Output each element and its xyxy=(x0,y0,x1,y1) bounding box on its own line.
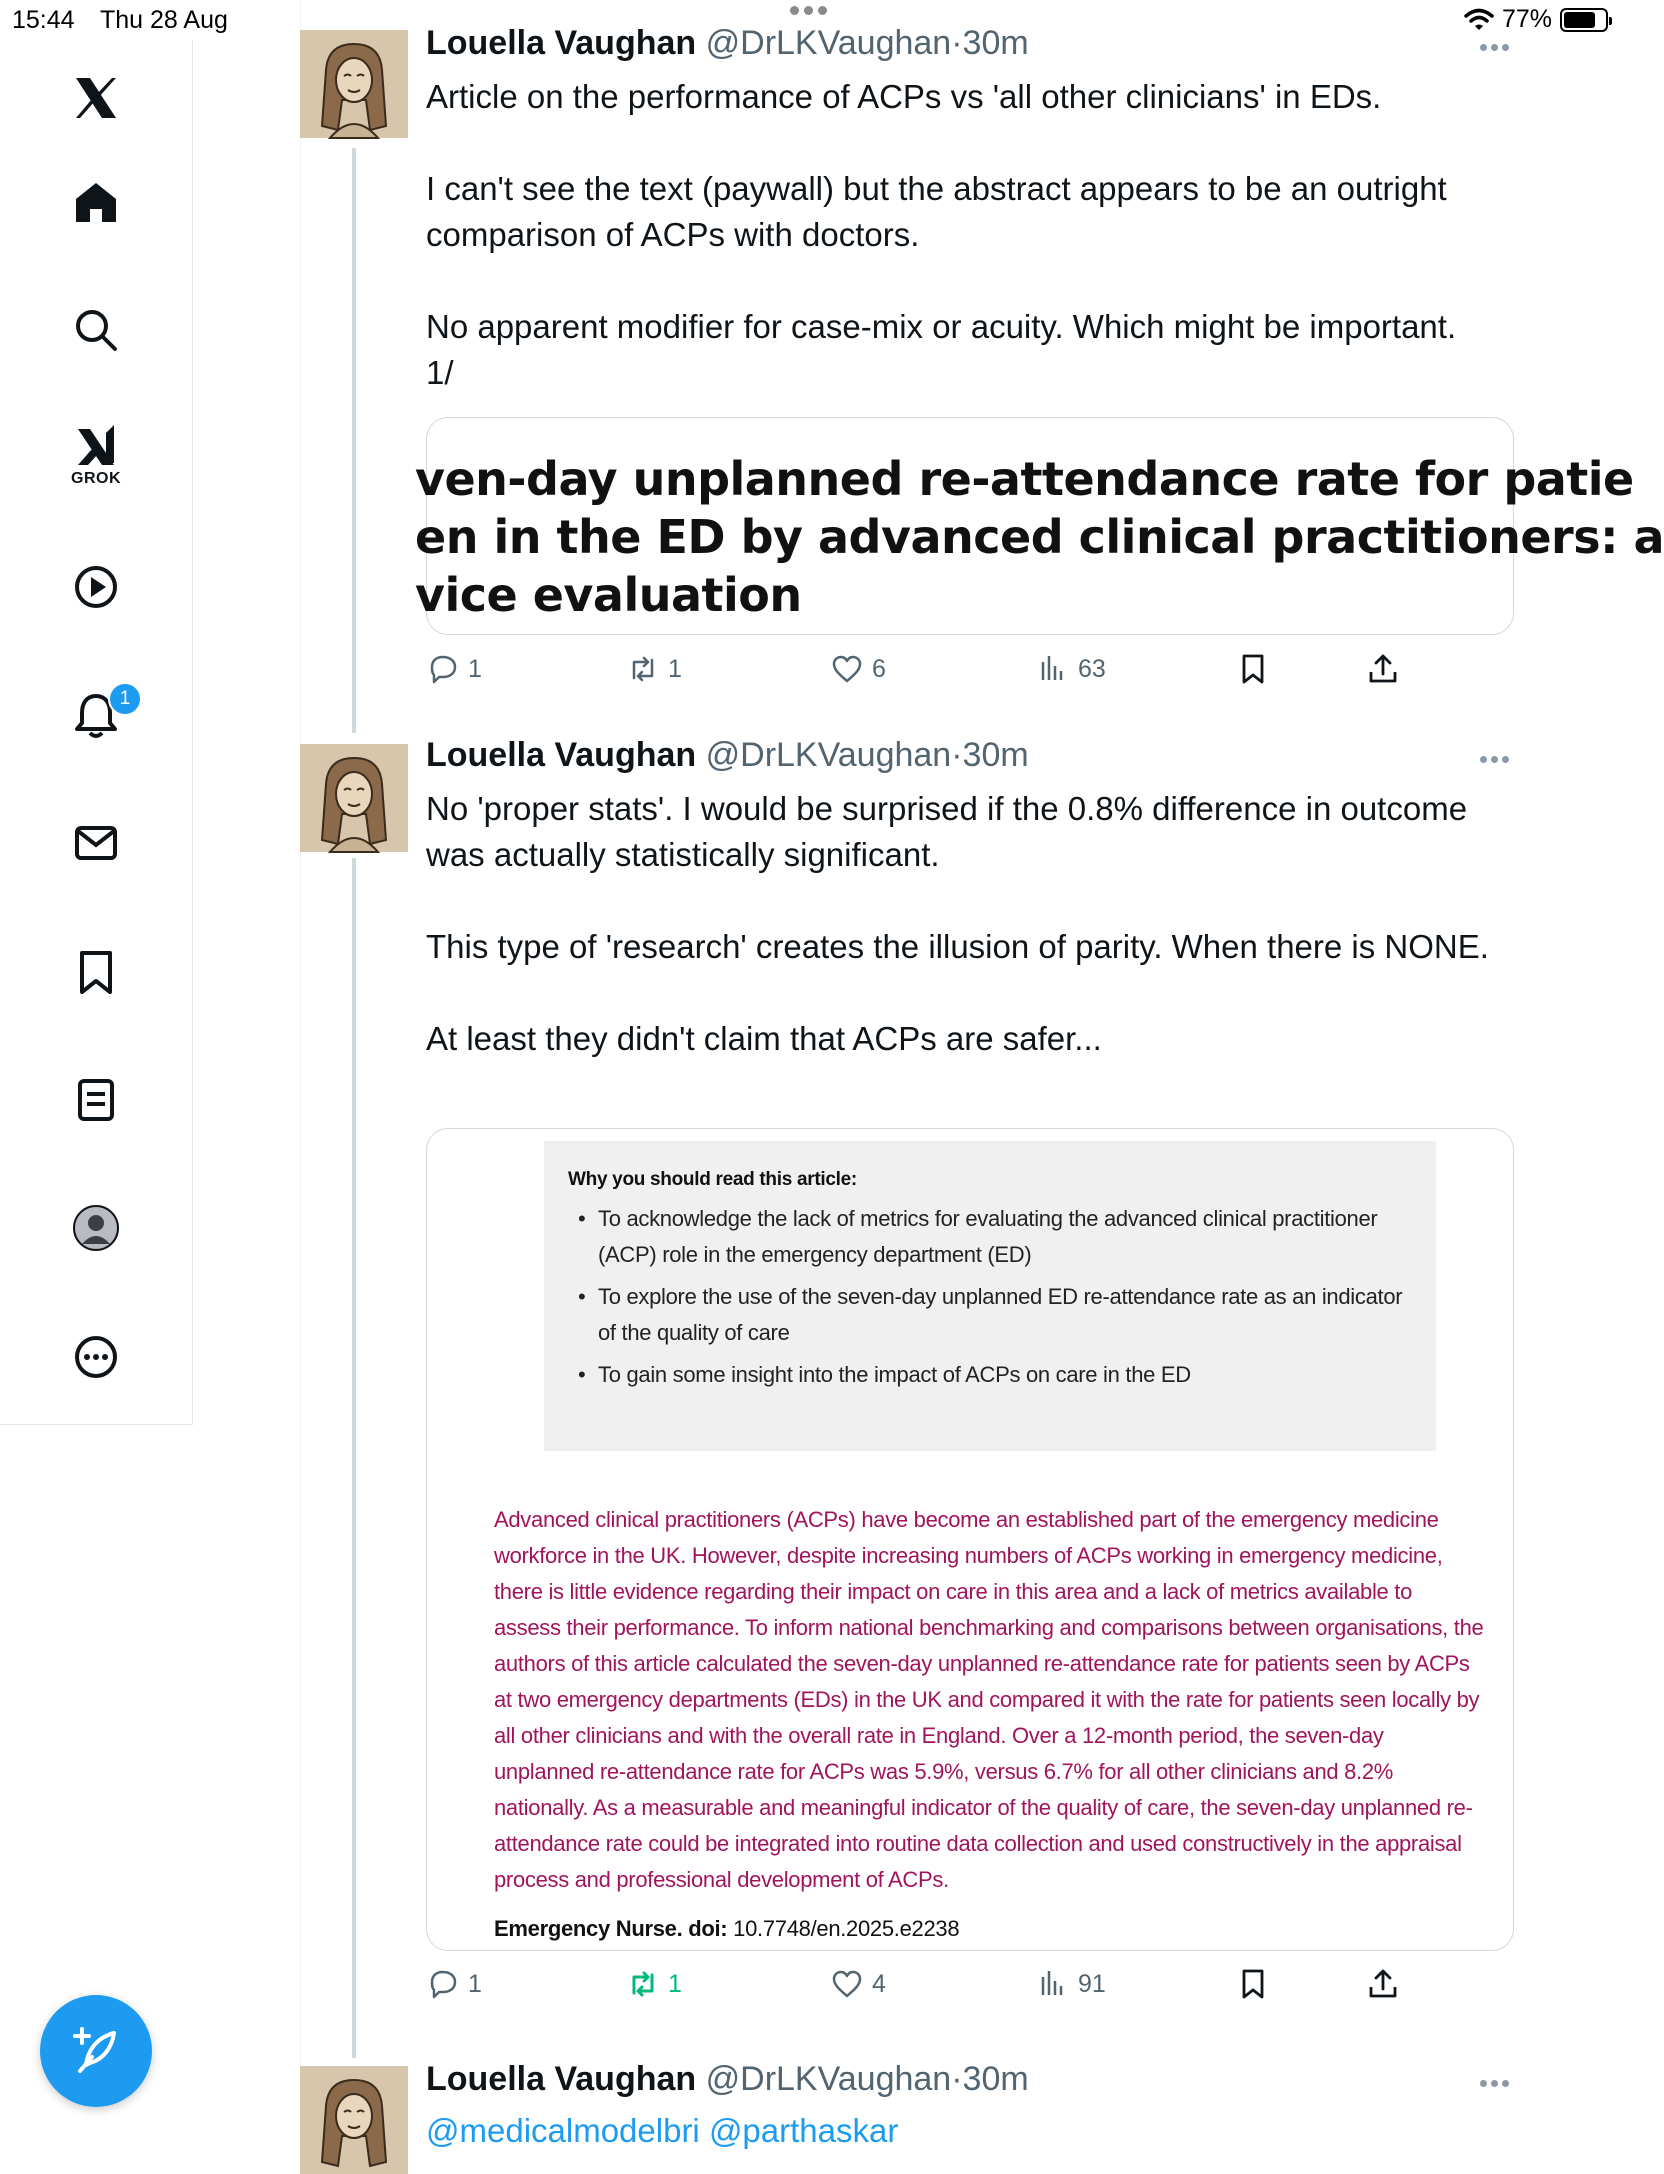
heart-icon xyxy=(830,1967,864,2001)
status-time: 15:44 xyxy=(12,6,75,34)
tweet-more-icon[interactable] xyxy=(1480,2080,1514,2090)
why-read-list xyxy=(568,1201,1412,1393)
grok-label: GROK xyxy=(71,470,121,487)
bookmark-button[interactable] xyxy=(1236,1967,1270,2001)
why-read-item: • To acknowledge the lack of metrics for evaluating the advanced clinical practitioner (ACP) role in the emergency department (ED) xyxy=(568,1201,1412,1273)
author-avatar[interactable] xyxy=(300,30,408,138)
like-button[interactable] xyxy=(830,652,886,686)
citation-doi: 10.7748/en.2025.e2238 xyxy=(727,1916,960,1941)
citation-journal: Emergency Nurse. doi: xyxy=(494,1916,728,1941)
share-icon xyxy=(1366,652,1400,686)
video-icon[interactable] xyxy=(46,537,146,637)
reply-count: 1 xyxy=(468,1969,482,1998)
headline-line: ven-day unplanned re-attendance rate for patie xyxy=(415,452,1634,506)
search-icon[interactable] xyxy=(46,280,146,380)
tweet-paragraph: This type of 'research' creates the illusion of parity. When there is NONE. xyxy=(426,928,1489,965)
sidebar-nav xyxy=(0,40,193,1425)
battery-percent: 77% xyxy=(1501,5,1552,33)
tweet-paragraph: No apparent modifier for case-mix or acuity. Which might be important. 1/ xyxy=(426,308,1457,391)
messages-icon[interactable] xyxy=(46,793,146,893)
repost-button[interactable] xyxy=(626,652,682,686)
meta-separator: · xyxy=(951,736,963,774)
tweet-paragraph: At least they didn't claim that ACPs are safer... xyxy=(426,1020,1102,1057)
tweet-text xyxy=(426,74,1526,396)
mention-link[interactable]: @medicalmodelbri xyxy=(426,2112,700,2149)
meta-separator: · xyxy=(951,24,963,62)
x-logo-icon[interactable] xyxy=(46,48,146,148)
tweet-time[interactable]: 30m xyxy=(962,24,1029,62)
article-citation xyxy=(494,1916,959,1942)
headline-text xyxy=(415,450,1664,624)
view-count: 91 xyxy=(1078,1969,1106,1998)
views-icon xyxy=(1036,1967,1070,2001)
status-date: Thu 28 Aug xyxy=(100,6,228,34)
bookmark-icon xyxy=(1236,652,1270,686)
like-count: 6 xyxy=(872,654,886,683)
tweet-header xyxy=(426,2060,1029,2099)
tweet-text xyxy=(426,2108,1526,2154)
lists-icon[interactable] xyxy=(46,1050,146,1150)
tweet-time[interactable]: 30m xyxy=(962,736,1029,774)
tweet-time[interactable]: 30m xyxy=(962,2060,1029,2098)
profile-avatar-icon[interactable] xyxy=(46,1178,146,1278)
tweet-more-icon[interactable] xyxy=(1480,44,1514,54)
share-icon xyxy=(1366,1967,1400,2001)
tweet-header xyxy=(426,24,1029,63)
repost-icon xyxy=(626,652,660,686)
notification-badge: 1 xyxy=(108,682,142,716)
thread-connector xyxy=(352,148,356,733)
repost-count: 1 xyxy=(668,1969,682,1998)
more-options-icon[interactable] xyxy=(46,1307,146,1407)
reply-button[interactable] xyxy=(426,652,482,686)
compose-feather-icon xyxy=(70,2025,122,2077)
tweet-actions xyxy=(426,652,1526,696)
author-handle[interactable]: @DrLKVaughan xyxy=(705,24,952,62)
share-button[interactable] xyxy=(1366,652,1400,686)
view-count: 63 xyxy=(1078,654,1106,683)
views-icon xyxy=(1036,652,1070,686)
media-image-headline[interactable] xyxy=(415,417,1664,635)
repost-button[interactable] xyxy=(626,1967,682,2001)
tweet-more-icon[interactable] xyxy=(1480,756,1514,766)
author-handle[interactable]: @DrLKVaughan xyxy=(705,2060,952,2098)
media-image-article[interactable] xyxy=(426,1128,1514,1951)
author-name[interactable]: Louella Vaughan xyxy=(426,24,697,62)
like-button[interactable] xyxy=(830,1967,886,2001)
why-read-title: Why you should read this article: xyxy=(568,1169,857,1190)
bookmarks-icon[interactable] xyxy=(46,922,146,1022)
why-read-box xyxy=(544,1141,1436,1451)
repost-count: 1 xyxy=(668,654,682,683)
author-avatar[interactable] xyxy=(300,2066,408,2174)
reply-count: 1 xyxy=(468,654,482,683)
share-button[interactable] xyxy=(1366,1967,1400,2001)
author-avatar[interactable] xyxy=(300,744,408,852)
notifications-icon[interactable] xyxy=(46,665,146,765)
bookmark-button[interactable] xyxy=(1236,652,1270,686)
headline-line: en in the ED by advanced clinical practitioners: a xyxy=(415,510,1664,564)
tweet-header xyxy=(426,736,1029,775)
views-button[interactable] xyxy=(1036,652,1106,686)
why-read-item: • To explore the use of the seven-day unplanned ED re-attendance rate as an indicator of the quality of care xyxy=(568,1279,1412,1351)
thread-connector xyxy=(352,858,356,2058)
reply-icon xyxy=(426,652,460,686)
heart-icon xyxy=(830,652,864,686)
author-name[interactable]: Louella Vaughan xyxy=(426,736,697,774)
reply-icon xyxy=(426,1967,460,2001)
grok-icon[interactable] xyxy=(46,408,146,508)
reply-button[interactable] xyxy=(426,1967,482,2001)
tweet-actions xyxy=(426,1967,1526,2011)
why-read-item: • To gain some insight into the impact of ACPs on care in the ED xyxy=(568,1357,1412,1393)
tweet-paragraph: Article on the performance of ACPs vs 'all other clinicians' in EDs. xyxy=(426,78,1382,115)
compose-button[interactable] xyxy=(40,1995,152,2107)
author-name[interactable]: Louella Vaughan xyxy=(426,2060,697,2098)
like-count: 4 xyxy=(872,1969,886,1998)
home-icon[interactable] xyxy=(46,152,146,252)
article-abstract: Advanced clinical practitioners (ACPs) have become an established part of the emergency medicine workforce in the UK. However, despite increasing numbers of ACPs working in emergency medicine, there is little evidence regarding their impact on care in this area and a lack of metrics available to assess their performance. To inform national benchmarking and comparisons between organisations, the authors of this article calculated the seven-day unplanned re-attendance rate for patients seen by ACPs at two emergency departments (EDs) in the UK and compared it with the rate for patients seen locally by all other clinicians and with the overall rate in England. Over a 12-month period, the seven-day unplanned re-attendance rate for ACPs was 5.9%, versus 6.7% for all other clinicians and 8.2% nationally. As a measurable and meaningful indicator of the quality of care, the seven-day unplanned re-attendance rate could be integrated into routine data collection and used constructively in the appraisal process and professional development of ACPs. xyxy=(494,1507,1484,1892)
meta-separator: · xyxy=(951,2060,963,2098)
avatar-illustration xyxy=(300,30,408,138)
bookmark-icon xyxy=(1236,1967,1270,2001)
tweet-text xyxy=(426,786,1526,1062)
tweet-paragraph: No 'proper stats'. I would be surprised if the 0.8% difference in outcome was actually statistically significant. xyxy=(426,790,1468,873)
headline-line: vice evaluation xyxy=(415,568,802,622)
views-button[interactable] xyxy=(1036,1967,1106,2001)
author-handle[interactable]: @DrLKVaughan xyxy=(705,736,952,774)
tweet-paragraph: I can't see the text (paywall) but the abstract appears to be an outright comparison of ACPs with doctors. xyxy=(426,170,1447,253)
mention-link[interactable]: @parthaskar xyxy=(708,2112,899,2149)
timeline-border xyxy=(300,0,301,2160)
repost-icon xyxy=(626,1967,660,2001)
avatar-illustration xyxy=(300,2066,408,2174)
avatar-illustration xyxy=(300,744,408,852)
